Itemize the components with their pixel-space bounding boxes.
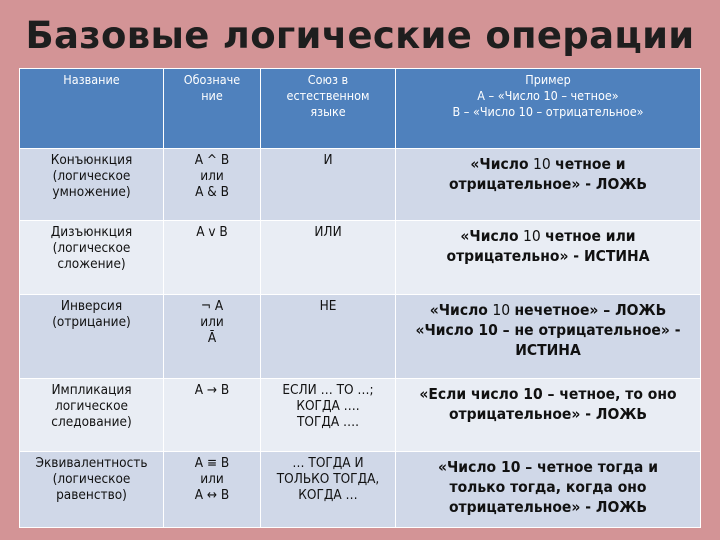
example-text-pre: «Число 10 – не отрицательное» - (415, 321, 681, 339)
notation-line: или (200, 471, 224, 487)
notation-line: A & B (195, 184, 229, 200)
header-natural-line: языке (310, 104, 346, 119)
example-text-pre: «Число 10 – четное тогда и (438, 458, 658, 476)
operation-name-line: умножение) (52, 184, 131, 200)
example-text-post: нечетное» – ЛОЖЬ (514, 301, 667, 319)
example-line (400, 226, 696, 246)
notation-cell (164, 379, 261, 452)
natural-language-line: ЕСЛИ … ТО …; (282, 382, 374, 398)
notation-line: A ↔ B (194, 487, 230, 503)
notation-line: A v B (196, 224, 228, 240)
example-text-pre: «Если число 10 – четное, то оно (419, 385, 677, 403)
example-text-pre: «Число (470, 155, 529, 173)
natural-language-line: ТОГДА …. (296, 414, 360, 430)
natural-language-line: НЕ (319, 298, 337, 314)
operation-name-cell (20, 379, 164, 452)
example-cell (396, 379, 701, 452)
example-line (400, 497, 696, 517)
notation-line: или (200, 168, 224, 184)
example-text-pre: отрицательное» - ЛОЖЬ (448, 498, 648, 516)
table-row (20, 295, 701, 379)
natural-language-line: … ТОГДА И (292, 455, 364, 471)
table-row (20, 452, 701, 528)
operation-name-line: логическое (54, 398, 129, 414)
operation-name-line: (логическое (52, 471, 131, 487)
notation-line: или (200, 314, 224, 330)
logic-operations-table (19, 68, 701, 528)
notation-line: A ≡ B (194, 455, 230, 471)
header-natural-line: естественном (286, 88, 370, 103)
example-text-num: 10 (518, 227, 546, 245)
operation-name-line: сложение) (57, 256, 126, 272)
slide-title: Базовые логические операции (25, 14, 695, 57)
header-example-line: Пример (525, 72, 571, 87)
notation-cell (164, 452, 261, 528)
operation-name-line: Конъюнкция (50, 152, 133, 168)
example-text-pre: только тогда, когда оно (449, 478, 647, 496)
example-line (400, 477, 696, 497)
example-text-pre: отрицательно» - ИСТИНА (446, 247, 650, 265)
example-line (400, 404, 696, 424)
natural-language-line: КОГДА … (298, 487, 358, 503)
example-text-post: четное и (555, 155, 626, 173)
example-line (400, 384, 696, 404)
example-line (400, 154, 696, 174)
notation-cell (164, 221, 261, 295)
operation-name-cell (20, 295, 164, 379)
header-symbol-line: ние (201, 88, 223, 103)
operation-name-line: (логическое (52, 240, 131, 256)
header-natural (261, 69, 396, 149)
natural-language-cell (261, 295, 396, 379)
notation-line: A ^ B (194, 152, 230, 168)
natural-language-line: И (323, 152, 333, 168)
example-line (400, 246, 696, 266)
header-example-line: B – «Число 10 – отрицательное» (452, 104, 644, 119)
header-natural-line: Союз в (307, 72, 349, 87)
natural-language-cell (261, 221, 396, 295)
operation-name-cell (20, 221, 164, 295)
example-text-pre: «Число (429, 301, 488, 319)
table-row (20, 149, 701, 221)
table-body (20, 149, 701, 528)
natural-language-line: ТОЛЬКО ТОГДА, (276, 471, 380, 487)
example-line (400, 174, 696, 194)
operation-name-line: равенство) (56, 487, 127, 503)
operation-name-line: Дизъюнкция (50, 224, 133, 240)
example-text-pre: «Число (460, 227, 519, 245)
example-text-num: 10 (528, 155, 556, 173)
notation-line: A → B (194, 382, 230, 398)
header-example-line: A – «Число 10 – четное» (477, 88, 619, 103)
natural-language-cell (261, 149, 396, 221)
example-line (400, 340, 696, 360)
notation-cell (164, 149, 261, 221)
operation-name-line: (логическое (52, 168, 131, 184)
operation-name-line: Импликация (51, 382, 132, 398)
natural-language-line: КОГДА …. (296, 398, 360, 414)
operation-name-line: (отрицание) (52, 314, 131, 330)
example-text-pre: отрицательное» - ЛОЖЬ (448, 405, 648, 423)
natural-language-cell (261, 379, 396, 452)
header-name (20, 69, 164, 149)
natural-language-cell (261, 452, 396, 528)
example-line (400, 457, 696, 477)
example-cell (396, 295, 701, 379)
table-row (20, 221, 701, 295)
natural-language-line: ИЛИ (314, 224, 342, 240)
operation-name-cell (20, 452, 164, 528)
example-line (400, 320, 696, 340)
header-name-label: Название (63, 72, 120, 87)
notation-line: Ā (207, 330, 217, 346)
example-line (400, 300, 696, 320)
operation-name-line: Эквивалентность (35, 455, 148, 471)
header-example (396, 69, 701, 149)
table-header-row (20, 69, 701, 149)
header-symbol-line: Обозначе (183, 72, 241, 87)
header-symbol (164, 69, 261, 149)
example-text-pre: ИСТИНА (515, 341, 581, 359)
operation-name-cell (20, 149, 164, 221)
example-text-num: 10 (487, 301, 515, 319)
operation-name-line: Инверсия (60, 298, 123, 314)
table-row (20, 379, 701, 452)
example-text-post: четное или (545, 227, 636, 245)
operation-name-line: следование) (51, 414, 132, 430)
example-cell (396, 221, 701, 295)
example-text-pre: отрицательное» - ЛОЖЬ (448, 175, 648, 193)
example-cell (396, 149, 701, 221)
notation-line: ¬ A (200, 298, 224, 314)
notation-cell (164, 295, 261, 379)
example-cell (396, 452, 701, 528)
